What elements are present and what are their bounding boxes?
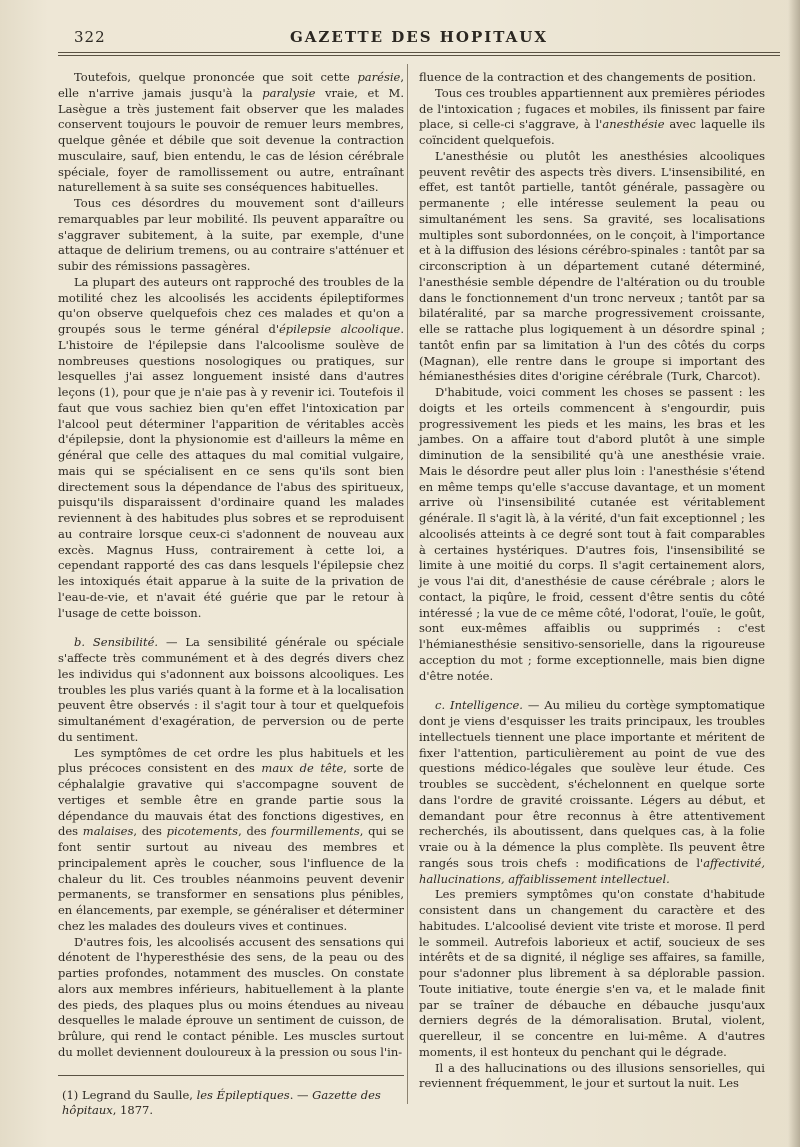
header-rule	[58, 52, 780, 56]
paragraph-premiers-symptomes: Les premiers symptômes qu'on constate d'habitude consistent dans un changement du caractère et des habitudes. L'alcoolisé devient vite triste et morose. Il perd le sommeil. Autrefois laborieux et actif, soucieux de ses intérêts et de sa dignité, il néglige ses affaires, sa famille, pour s'adonner plus librement à sa déplorable passion. Toute initiative, toute énergie s'en va, et le malade finit par se traîner de débauche en débauche jusqu'aux derniers degrés de la démoralisation. Brutal, violent, querelleur, il se concentre en lui-même. A d'autres moments, il est honteux du penchant qui le dégrade.	[419, 887, 765, 1059]
paragraph-hallucinations: Il a des hallucinations ou des illusions sensorielles, qui reviennent fréquemment, le jour et surtout la nuit. Les	[419, 1060, 765, 1091]
running-title: GAZETTE DES HOPITAUX	[289, 28, 548, 46]
footnote-title: les Épileptiques	[196, 1088, 290, 1102]
paragraph-epilepsie: La plupart des auteurs ont rapproché des troubles de la motilité chez les alcoolisés les accidents épileptiformes qu'on observe quelquefois chez ces malades et qu'on a groupés sous le terme général d'épilepsie alcoolique. L'histoire de l'épilepsie dans l'alcoolisme soulève de nombreuses questions nosologiques ou pratiques, sur lesquelles j'ai assez longuement insisté dans d'autres leçons (1), pour que je n'aie pas à y revenir ici. Toutefois il faut que vous sachiez bien qu'en effet l'intoxication par l'alcool peut déterminer l'apparition de véritables accès d'épilepsie, dont la physionomie est d'ailleurs la même en général que celle des attaques du mal comitial vulgaire, mais qui se spécialisent en ce sens qu'ils sont bien directement sous la dépendance de l'abus des spiritueux, puisqu'ils disparaissent d'ordinaire quand les malades reviennent à des habitudes plus sobres et se reproduisent au contraire lorsque ceux-ci s'adonnent de nouveau aux excès. Magnus Huss, contrairement à cette loi, a cependant rapporté des cas dans lesquels l'épilepsie chez les intoxiqués était apparue à la suite de la privation de l'eau-de-vie, et n'avait été guérie que par le retour à l'usage de cette boisson.	[58, 274, 404, 620]
term-epilepsie-alcoolique: épilepsie alcoolique	[279, 322, 401, 336]
page-number: 322	[74, 28, 106, 46]
footnote-journal: Gazette des hôpitaux	[62, 1088, 381, 1117]
column-divider	[407, 64, 408, 1104]
footnote: (1) Legrand du Saulle, les Épileptiques. — Gazette des hôpitaux, 1877.	[62, 1088, 381, 1117]
paragraph-symptomes: Les symptômes de cet ordre les plus habituels et les plus précoces consistent en des maux de tête, sorte de céphalalgie gravative qui s'accompagne souvent de vertiges et semble être en grande partie sous la dépendance du mauvais état des fonctions digestives, en des malaises, des picotements, des fourmillements, qui se font sentir surtout au niveau des membres et principalement après le coucher, sous l'influence de la chaleur du lit. Ces troubles néanmoins peuvent devenir permanents, se transformer en sensations plus pénibles, en élancements, par exemple, se généraliser et déterminer chez les malades des douleurs vives et continues.	[58, 745, 404, 933]
paragraph-hyperesthesie: D'autres fois, les alcoolisés accusent des sensations qui dénotent de l'hyperesthésie des sens, de la peau ou des parties profondes, notamment des muscles. On constate alors aux membres inférieurs, habituellement à la plante des pieds, des plaques plus ou moins étendues au niveau desquelles le malade éprouve un sentiment de cuisson, de brûlure, qui rend le contact pénible. Les muscles surtout du mollet deviennent douloureux à la pression ou sous l'in-	[58, 934, 404, 1059]
section-heading-intelligence: c. Intelligence.	[435, 698, 523, 713]
paragraph-habitude: D'habitude, voici comment les choses se passent : les doigts et les orteils commencent à s'engourdir, puis progressivement les pieds et les mains, les bras et les jambes. On a affaire tout d'abord plutôt à une simple diminution de la sensibilité qu'à une anesthésie vraie. Mais le désordre peut aller plus loin : l'anesthésie s'étend en même temps qu'elle s'accuse davantage, et un moment arrive où l'insensibilité cutanée est véritablement générale. Il s'agit là, à la vérité, d'un fait exceptionnel ; les alcoolisés atteints à ce degré sont tout à fait comparables à certaines hystériques. D'autres fois, l'insensibilité se limite à une moitié du corps. Il s'agit certainement alors, je vous l'ai dit, d'anesthésie de cause cérébrale ; alors le contact, la piqûre, le froid, cessent d'être sentis du côté intéressé ; la vue de ce même côté, l'odorat, l'ouïe, le goût, sont eux-mêmes affaiblis ou supprimés : c'est l'hémianesthésie sensitivo-sensorielle, dans la rigoureuse acception du mot ; forme exceptionnelle, mais bien digne d'être notée.	[419, 385, 765, 683]
section-intelligence: c. Intelligence. — Au milieu du cortège symptomatique dont je viens d'esquisser les traits principaux, les troubles intellectuels tiennent une place importante et méritent de fixer l'attention, particulièrement au point de vue des questions médico-légales que soulève leur étude. Ces troubles se succèdent, s'échelonnent en quelque sorte dans l'ordre de gravité croissante. Légers au début, et demandant pour être reconnus à être attentivement recherchés, ils aboutissent, dans quelques cas, à la folie vraie ou à la démence la plus complète. Ils peuvent être rangés sous trois chefs : modifications de l'affectivité, hallucinations, affaiblissement intellectuel.	[419, 698, 765, 886]
paragraph-continuation: fluence de la contraction et des changements de position.	[419, 70, 757, 84]
right-column	[419, 70, 765, 1092]
page-header	[58, 22, 780, 48]
term-paresie: parésie	[357, 70, 401, 84]
term-anesthesie: anesthésie	[602, 117, 665, 132]
section-sensibilite: b. Sensibilité. — La sensibilité générale ou spéciale s'affecte très communément et à des degrés divers chez les individus qui s'adonnent aux boissons alcooliques. Les troubles les plus variés quant à la forme et à la localisation peuvent être observés : il s'agit tour à tour et quelquefois simultanément d'exagération, de perversion ou de perte du sentiment.	[58, 635, 404, 744]
paragraph-anesthesies: L'anesthésie ou plutôt les anesthésies alcooliques peuvent revêtir des aspects très divers. L'insensibilité, en effet, est tantôt partielle, tantôt générale, passagère ou permanente ; elle intéresse seulement la peau ou simultanément les sens. Sa gravité, ses localisations multiples sont subordonnées, on le conçoit, à l'importance et à la diffusion des lésions cérébro-spinales : tantôt par sa circonscription à un département cutané déterminé, l'anesthésie semble dépendre de l'altération ou du trouble dans le fonctionnement d'un tronc nerveux ; tantôt par sa bilatéralité, par sa marche progressivement croissante, elle se rattache plus logiquement à un désordre spinal ; tantôt enfin par sa limitation à l'un des côtés du corps (Magnan), elle rentre dans le groupe si important des hémianesthésies dites d'origine cérébrale (Turk, Charcot).	[419, 148, 765, 384]
term-three-chefs: affectivité, hallucinations, affaiblissement intellectuel.	[419, 855, 765, 886]
paragraph-premieres-periodes: Tous ces troubles appartiennent aux premières périodes de l'intoxication ; fugaces et mobiles, ils finissent par faire place, si celle-ci s'aggrave, à l'anesthésie avec laquelle ils coïncident quelquefois.	[419, 85, 766, 147]
section-heading-sensibilite: b. Sensibilité.	[74, 635, 159, 650]
paragraph-paresie: Toutefois, quelque prononcée que soit cette parésie, elle n'arrive jamais jusqu'à la paralysie vraie, et M. Lasègue a très justement fait observer que les malades conservent toujours le pouvoir de remuer leurs membres, quelque gênée et débile que soit devenue la contraction musculaire, sauf, bien entendu, le cas de lésion cérébrale spéciale, foyer de ramollissement ou autre, entraînant naturellement à sa suite ses conséquences habituelles.	[58, 70, 404, 195]
footnote-rule	[58, 1075, 404, 1076]
page-edge-shadow	[788, 0, 800, 1147]
paragraph-mobilite: Tous ces désordres du mouvement sont d'ailleurs remarquables par leur mobilité. Ils peuvent apparaître ou s'aggraver subitement, à la suite, par exemple, d'une attaque de delirium tremens, ou au contraire s'atténuer et subir des rémissions passagères.	[58, 196, 404, 273]
term-paralysie: paralysie	[262, 85, 316, 100]
left-column	[58, 70, 404, 1061]
